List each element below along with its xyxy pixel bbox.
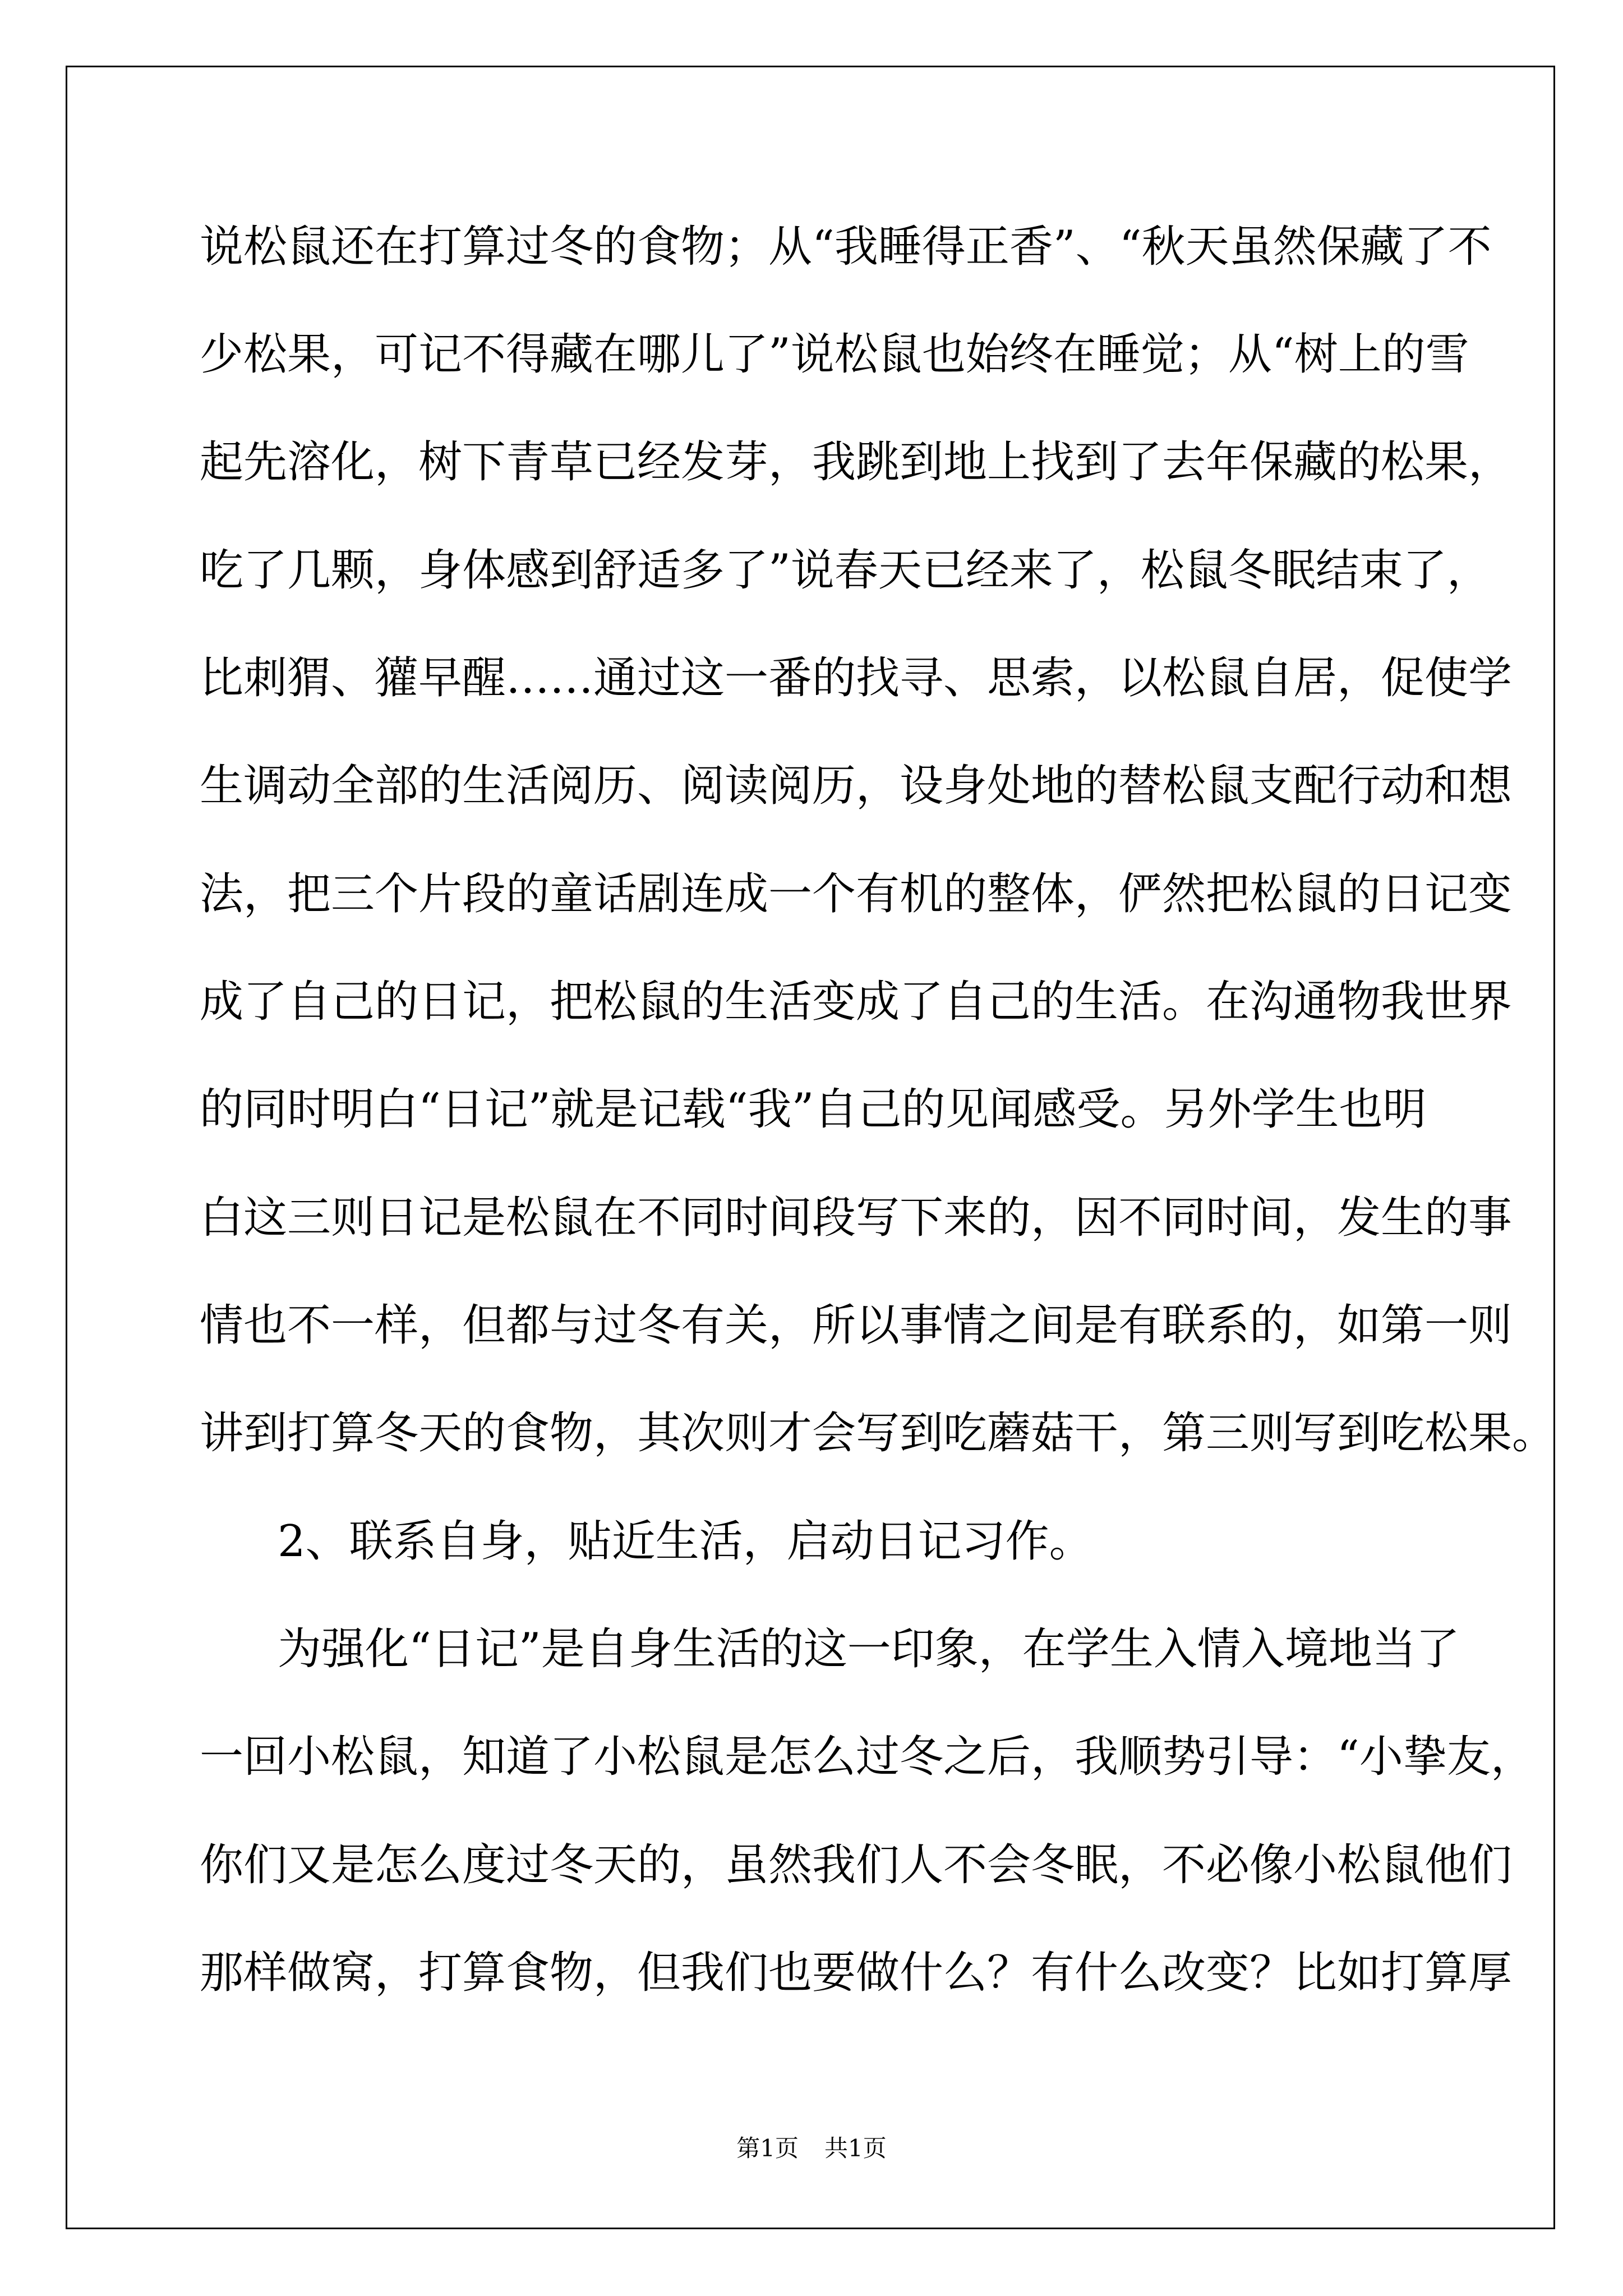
text-line: 一回小松鼠，知道了小松鼠是怎么过冬之后，我顺势引导：“小挚友， [200,1732,1534,1782]
text-line: 为强化“日记”是自身生活的这一印象，在学生入情入境地当了 [278,1624,1460,1674]
text-line: 起先溶化，树下青草已经发芽，我跳到地上找到了去年保藏的松果， [200,437,1513,487]
text-line: 讲到打算冬天的食物，其次则才会写到吃蘑菇干，第三则写到吃松果。 [200,1408,1556,1458]
text-line: 少松果，可记不得藏在哪儿了”说松鼠也始终在睡觉；从“树上的雪 [200,329,1469,380]
page-footer [0,2132,1623,2165]
page-border [66,66,1555,2229]
text-line: 成了自己的日记，把松鼠的生活变成了自己的生活。在沟通物我世界 [200,977,1513,1027]
text-line: 的同时明白“日记”就是记载“我”自己的见闻感受。另外学生也明 [200,1084,1427,1135]
text-line: 白这三则日记是松鼠在不同时间段写下来的，因不同时间，发生的事 [200,1193,1513,1243]
text-line: 生调动全部的生活阅历、阅读阅历，设身处地的替松鼠支配行动和想 [200,761,1513,811]
text-line: 那样做窝，打算食物，但我们也要做什么？有什么改变？比如打算厚 [200,1948,1513,1998]
text-line: 说松鼠还在打算过冬的食物；从“我睡得正香”、“秋天虽然保藏了不 [200,222,1492,272]
section-heading: 2、联系自身，贴近生活，启动日记习作。 [278,1516,1093,1567]
text-line: 比刺猬、獾早醒……通过这一番的找寻、思索，以松鼠自居，促使学 [200,653,1513,703]
text-line: 法，把三个片段的童话剧连成一个有机的整体，俨然把松鼠的日记变 [200,869,1513,919]
text-line: 吃了几颗，身体感到舒适多了”说春天已经来了，松鼠冬眠结束了， [200,545,1491,596]
text-line: 情也不一样，但都与过冬有关，所以事情之间是有联系的，如第一则 [200,1300,1513,1351]
page-number: 第1页 [736,2134,799,2162]
text-line: 你们又是怎么度过冬天的，虽然我们人不会冬眠，不必像小松鼠他们 [200,1840,1513,1890]
page-total: 共1页 [824,2134,887,2162]
